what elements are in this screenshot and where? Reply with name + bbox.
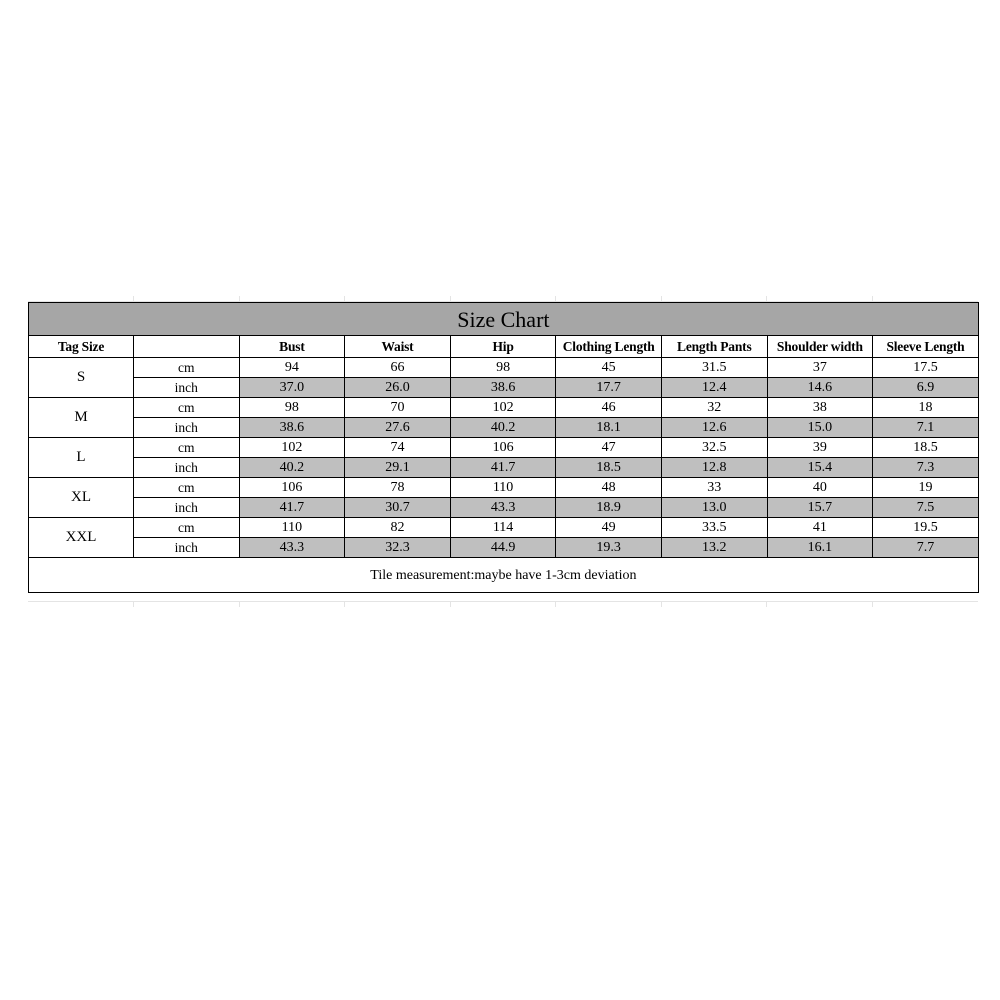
header-waist: Waist bbox=[345, 336, 451, 358]
unit-cell: cm bbox=[134, 478, 240, 498]
measurement-cell: 12.4 bbox=[661, 378, 767, 398]
measurement-cell: 18.5 bbox=[873, 438, 979, 458]
measurement-cell: 78 bbox=[345, 478, 451, 498]
measurement-cell: 15.4 bbox=[767, 458, 873, 478]
unit-cell: inch bbox=[134, 538, 240, 558]
measurement-cell: 40 bbox=[767, 478, 873, 498]
size-tag-cell: S bbox=[29, 358, 134, 398]
measurement-cell: 7.5 bbox=[873, 498, 979, 518]
measurement-cell: 38.6 bbox=[450, 378, 556, 398]
measurement-cell: 41 bbox=[767, 518, 873, 538]
measurement-cell: 17.7 bbox=[556, 378, 662, 398]
measurement-cell: 32.5 bbox=[661, 438, 767, 458]
measurement-cell: 26.0 bbox=[345, 378, 451, 398]
measurement-cell: 38.6 bbox=[239, 418, 345, 438]
measurement-cell: 66 bbox=[345, 358, 451, 378]
measurement-cell: 7.1 bbox=[873, 418, 979, 438]
measurement-cell: 39 bbox=[767, 438, 873, 458]
unit-cell: inch bbox=[134, 498, 240, 518]
size-tag-cell: XL bbox=[29, 478, 134, 518]
measurement-cell: 13.2 bbox=[661, 538, 767, 558]
measurement-cell: 114 bbox=[450, 518, 556, 538]
measurement-cell: 18.1 bbox=[556, 418, 662, 438]
measurement-cell: 15.0 bbox=[767, 418, 873, 438]
unit-cell: cm bbox=[134, 518, 240, 538]
size-tag-cell: L bbox=[29, 438, 134, 478]
header-bust: Bust bbox=[239, 336, 345, 358]
header-sleeve-length: Sleeve Length bbox=[873, 336, 979, 358]
table-row bbox=[29, 498, 979, 518]
sheet-gridline bbox=[28, 601, 978, 602]
sheet-gridline bbox=[766, 601, 767, 607]
measurement-cell: 12.6 bbox=[661, 418, 767, 438]
measurement-cell: 38 bbox=[767, 398, 873, 418]
measurement-cell: 6.9 bbox=[873, 378, 979, 398]
measurement-note: Tile measurement:maybe have 1-3cm deviation bbox=[29, 558, 979, 593]
measurement-cell: 94 bbox=[239, 358, 345, 378]
measurement-cell: 44.9 bbox=[450, 538, 556, 558]
header-hip: Hip bbox=[450, 336, 556, 358]
measurement-cell: 37.0 bbox=[239, 378, 345, 398]
size-chart-sheet bbox=[28, 302, 978, 600]
measurement-cell: 47 bbox=[556, 438, 662, 458]
measurement-cell: 41.7 bbox=[450, 458, 556, 478]
size-tag-cell: M bbox=[29, 398, 134, 438]
measurement-cell: 18.9 bbox=[556, 498, 662, 518]
table-row bbox=[29, 518, 979, 538]
table-row bbox=[29, 538, 979, 558]
measurement-cell: 7.7 bbox=[873, 538, 979, 558]
measurement-cell: 29.1 bbox=[345, 458, 451, 478]
measurement-cell: 48 bbox=[556, 478, 662, 498]
header-row bbox=[29, 336, 979, 358]
sheet-gridline bbox=[450, 601, 451, 607]
measurement-cell: 98 bbox=[239, 398, 345, 418]
measurement-cell: 27.6 bbox=[345, 418, 451, 438]
measurement-cell: 70 bbox=[345, 398, 451, 418]
sheet-gridline bbox=[133, 601, 134, 607]
unit-cell: cm bbox=[134, 398, 240, 418]
table-row bbox=[29, 438, 979, 458]
measurement-cell: 12.8 bbox=[661, 458, 767, 478]
measurement-cell: 110 bbox=[239, 518, 345, 538]
measurement-cell: 102 bbox=[450, 398, 556, 418]
sheet-gridline bbox=[872, 601, 873, 607]
measurement-cell: 43.3 bbox=[450, 498, 556, 518]
header-tag-size: Tag Size bbox=[29, 336, 134, 358]
measurement-cell: 33.5 bbox=[661, 518, 767, 538]
chart-title: Size Chart bbox=[29, 303, 979, 336]
table-row bbox=[29, 378, 979, 398]
measurement-cell: 110 bbox=[450, 478, 556, 498]
measurement-cell: 32 bbox=[661, 398, 767, 418]
measurement-cell: 40.2 bbox=[450, 418, 556, 438]
measurement-cell: 19.5 bbox=[873, 518, 979, 538]
header-unit bbox=[134, 336, 240, 358]
unit-cell: inch bbox=[134, 458, 240, 478]
unit-cell: inch bbox=[134, 418, 240, 438]
sheet-gridline bbox=[344, 601, 345, 607]
table-row bbox=[29, 358, 979, 378]
unit-cell: cm bbox=[134, 438, 240, 458]
measurement-cell: 74 bbox=[345, 438, 451, 458]
measurement-cell: 82 bbox=[345, 518, 451, 538]
measurement-cell: 45 bbox=[556, 358, 662, 378]
measurement-cell: 106 bbox=[239, 478, 345, 498]
sheet-gridline bbox=[239, 601, 240, 607]
measurement-cell: 98 bbox=[450, 358, 556, 378]
measurement-cell: 18 bbox=[873, 398, 979, 418]
measurement-cell: 17.5 bbox=[873, 358, 979, 378]
measurement-cell: 46 bbox=[556, 398, 662, 418]
measurement-cell: 33 bbox=[661, 478, 767, 498]
measurement-cell: 40.2 bbox=[239, 458, 345, 478]
measurement-cell: 14.6 bbox=[767, 378, 873, 398]
measurement-cell: 16.1 bbox=[767, 538, 873, 558]
unit-cell: cm bbox=[134, 358, 240, 378]
measurement-cell: 102 bbox=[239, 438, 345, 458]
size-tag-cell: XXL bbox=[29, 518, 134, 558]
measurement-cell: 15.7 bbox=[767, 498, 873, 518]
measurement-cell: 32.3 bbox=[345, 538, 451, 558]
measurement-cell: 7.3 bbox=[873, 458, 979, 478]
measurement-cell: 31.5 bbox=[661, 358, 767, 378]
measurement-cell: 43.3 bbox=[239, 538, 345, 558]
measurement-cell: 19 bbox=[873, 478, 979, 498]
measurement-cell: 13.0 bbox=[661, 498, 767, 518]
size-chart-table bbox=[28, 302, 979, 593]
header-shoulder-width: Shoulder width bbox=[767, 336, 873, 358]
measurement-cell: 18.5 bbox=[556, 458, 662, 478]
measurement-cell: 30.7 bbox=[345, 498, 451, 518]
measurement-cell: 41.7 bbox=[239, 498, 345, 518]
table-row bbox=[29, 418, 979, 438]
table-row bbox=[29, 458, 979, 478]
measurement-cell: 19.3 bbox=[556, 538, 662, 558]
header-clothing-length: Clothing Length bbox=[556, 336, 662, 358]
measurement-cell: 49 bbox=[556, 518, 662, 538]
measurement-cell: 37 bbox=[767, 358, 873, 378]
table-row bbox=[29, 398, 979, 418]
table-row bbox=[29, 478, 979, 498]
header-length-pants: Length Pants bbox=[661, 336, 767, 358]
measurement-cell: 106 bbox=[450, 438, 556, 458]
unit-cell: inch bbox=[134, 378, 240, 398]
sheet-gridline bbox=[661, 601, 662, 607]
sheet-gridline bbox=[555, 601, 556, 607]
